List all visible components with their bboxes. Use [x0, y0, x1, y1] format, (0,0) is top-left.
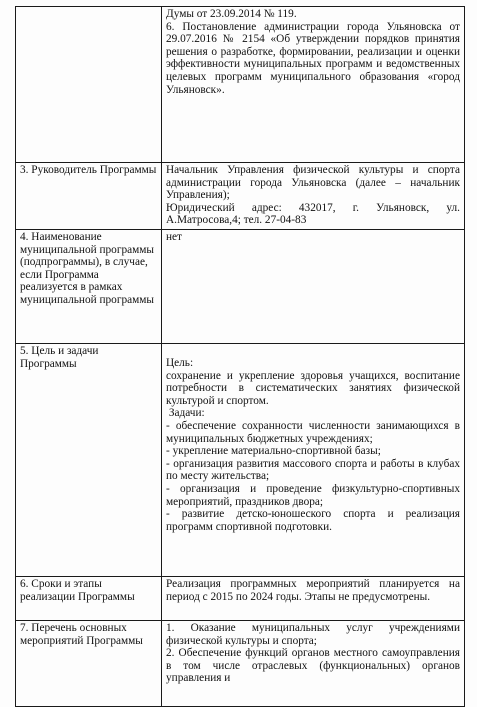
row-paragraph: - развитие детско-юношеского спорта и реализация программ спортивной подготовки. [166, 508, 460, 533]
table-row [16, 7, 465, 163]
row-paragraph: сохранение и укрепление здоровья учащихся, воспитание потребности в систематических занятиях физической культурой и спортом. [166, 369, 460, 407]
row-paragraph: - укрепление материально-спортивной базы; [166, 445, 381, 458]
row-label: 5. Цель и задачи Программы [20, 344, 99, 370]
row-content-cell [162, 163, 465, 230]
row-label-cell [16, 620, 162, 706]
row-label: 7. Перечень основных мероприятий Программы [20, 621, 143, 647]
table-row [16, 620, 465, 706]
row-content-cell [162, 620, 465, 706]
row-paragraph: 6. Постановление администрации города Ульяновска от 29.07.2016 № 2154 «Об утверждении порядков принятия решения о разработке, формировании, реализации и оценки эффективности муниципальных программ и ведомственных целевых программ муниципального образования «город Ульяновск». [166, 20, 460, 96]
table-row [16, 576, 465, 620]
row-paragraph: Реализация программных мероприятий планируется на период с 2015 по 2024 годы. Этапы не предусмотрены. [166, 577, 460, 603]
row-label: 3. Руководитель Программы [20, 164, 157, 176]
row-label-cell [16, 576, 162, 620]
row-paragraph: Думы от 23.09.2014 № 119. [166, 8, 297, 20]
row-paragraph: Юридический адрес: 432017, г. Ульяновск, ул. А.Матросова,4; тел. 27-04-83 [166, 201, 460, 227]
row-content-cell [162, 576, 465, 620]
row-label: 6. Сроки и этапы реализации Программы [20, 577, 135, 603]
row-label-cell [16, 343, 162, 576]
row-paragraph: Начальник Управления физической культуры и спорта администрации города Ульяновска (далее – начальник Управления); [166, 164, 460, 202]
row-paragraph: - организация развития массового спорта и работы в клубах по месту жительства; [166, 457, 460, 483]
row-label-cell [16, 163, 162, 230]
row-label-cell [16, 7, 162, 163]
table-row [16, 343, 465, 576]
table-row [16, 163, 465, 230]
table-row [16, 229, 465, 343]
row-content-cell [162, 343, 465, 576]
passport-table [15, 6, 465, 707]
row-paragraph: - организация и проведение физкультурно-спортивных мероприятий, праздников двора; [166, 482, 460, 508]
row-content-cell [162, 229, 465, 343]
row-content-cell [162, 7, 465, 163]
row-paragraph: 1. Оказание муниципальных услуг учреждениями физической культуры и спорта; [166, 621, 460, 647]
row-paragraph: Цель: [166, 356, 194, 369]
row-paragraph: - обеспечение сохранности численности занимающихся в муниципальных бюджетных учреждениях; [166, 419, 460, 445]
row-label: 4. Наименование муниципальной программы (подпрограммы), в случае, если Программа реализуется в рамках муниципальной программы [20, 230, 155, 306]
row-label-cell [16, 229, 162, 343]
row-paragraph: нет [166, 230, 182, 243]
row-paragraph: Задачи: [166, 407, 205, 420]
row-paragraph: 2. Обеспечение функций органов местного самоуправления в том числе отраслевых (функциональных) органов управления и [166, 647, 460, 685]
